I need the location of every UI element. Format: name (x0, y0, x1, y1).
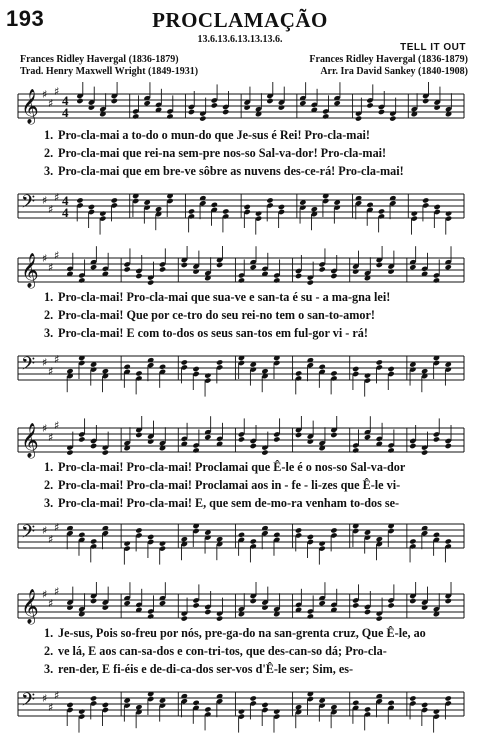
lyric-line: 1. Pro-cla-mai! Pro-cla-mai! Proclamai que Ê-le é o nos-so Sal-va-dor (44, 460, 406, 474)
note-head (102, 604, 109, 610)
note-head (295, 370, 302, 376)
bass-clef-icon: 𝄢 (21, 192, 36, 217)
note-head (147, 534, 154, 540)
sharp-icon: ♯ (48, 261, 54, 274)
treble-clef-icon: 𝄞 (21, 89, 39, 124)
lyric-line: 2. Pro-cla-mai! Que por ce-tro do seu rei-no tem o san-to-amor! (44, 308, 375, 322)
note-head (250, 538, 257, 544)
note-head (76, 98, 83, 104)
note-head (102, 449, 109, 455)
note-head (243, 104, 250, 110)
note-head (238, 708, 245, 714)
sharp-icon: ♯ (54, 249, 60, 262)
note-head (318, 266, 325, 272)
note-head (159, 364, 166, 370)
note-head (378, 109, 385, 115)
note-head (445, 210, 452, 216)
note-head (261, 702, 268, 708)
treble-clef-icon: 𝄞 (21, 589, 39, 624)
note-head (181, 359, 188, 365)
note-head (102, 702, 109, 708)
note-head (433, 104, 440, 110)
note-head (318, 600, 325, 606)
lyric-line: 3. ren-der, E fi-éis e de-di-ca-dos ser-vos d'Ê-le ser; Sim, es- (44, 662, 354, 676)
note-head (88, 104, 95, 110)
sharp-icon: ♯ (48, 431, 54, 444)
bass-staff (0, 514, 480, 572)
note-head (352, 268, 359, 274)
note-head (352, 366, 359, 372)
sharp-icon: ♯ (42, 422, 48, 435)
note-head (143, 100, 150, 106)
note-head (111, 197, 118, 203)
note-head (90, 443, 97, 449)
note-head (433, 277, 440, 283)
note-head (352, 447, 359, 453)
note-head (409, 598, 416, 604)
note-head (330, 370, 337, 376)
lyric-line: 1. Pro-cla-mai! Pro-cla-mai que sua-ve e san-ta é su - a ma-gna lei! (44, 290, 391, 304)
lyric-line: 1. Je-sus, Pois so-freu por nós, pre-ga-do na san-grenta cruz, Que Ê-le, ao (44, 626, 426, 640)
note-head (433, 436, 440, 442)
sharp-icon: ♯ (54, 191, 60, 204)
note-head (411, 210, 418, 216)
note-head (278, 104, 285, 110)
note-head (90, 264, 97, 270)
lyrics-block (44, 624, 470, 678)
note-head (90, 538, 97, 544)
note-head (222, 208, 229, 214)
note-head (222, 109, 229, 115)
note-head (123, 600, 130, 606)
note-head (352, 700, 359, 706)
note-head (311, 206, 318, 212)
music-system-3 (0, 412, 480, 576)
meter-line: 13.6.13.6.13.13.13.6. (197, 34, 283, 45)
note-head (366, 202, 373, 208)
bass-staff (0, 346, 480, 404)
note-head (387, 447, 394, 453)
note-head (307, 613, 314, 619)
sharp-icon: ♯ (54, 419, 60, 432)
composer-credit: Frances Ridley Havergal (1836-1879) (309, 54, 468, 65)
sharp-icon: ♯ (42, 356, 48, 369)
note-head (307, 438, 314, 444)
lyric-line: 2. ve lá, E aos can-sa-dos e con-tri-tos, que des-can-so dá; Pro-cla- (44, 644, 387, 658)
note-head (66, 604, 73, 610)
bass-clef-icon: 𝄢 (21, 354, 36, 379)
note-head (330, 527, 337, 533)
note-head (255, 210, 262, 216)
note-head (261, 449, 268, 455)
note-head (216, 615, 223, 621)
note-head (135, 432, 142, 438)
sharp-icon: ♯ (48, 597, 54, 610)
note-head (433, 708, 440, 714)
sharp-icon: ♯ (54, 521, 60, 534)
note-head (204, 434, 211, 440)
note-head (123, 540, 130, 546)
note-head (76, 197, 83, 203)
note-head (66, 368, 73, 374)
note-head (364, 372, 371, 378)
treble-clef-icon: 𝄞 (21, 253, 39, 288)
note-head (266, 98, 273, 104)
note-head (99, 210, 106, 216)
note-head (181, 262, 188, 268)
note-head (147, 279, 154, 285)
note-head (364, 434, 371, 440)
note-head (273, 708, 280, 714)
note-head (378, 208, 385, 214)
note-head (295, 527, 302, 533)
note-head (66, 449, 73, 455)
note-head (376, 262, 383, 268)
note-head (364, 609, 371, 615)
bass-staff (0, 184, 480, 240)
sharp-icon: ♯ (42, 194, 48, 207)
note-head (387, 366, 394, 372)
bass-staff (0, 682, 480, 740)
note-head (111, 98, 118, 104)
note-head (318, 364, 325, 370)
note-head (192, 366, 199, 372)
note-head (261, 368, 268, 374)
sharp-icon: ♯ (48, 203, 54, 216)
note-head (307, 534, 314, 540)
note-head (216, 359, 223, 365)
music-system-2 (0, 242, 480, 410)
note-head (147, 438, 154, 444)
note-head (211, 102, 218, 108)
note-head (250, 695, 257, 701)
note-head (433, 532, 440, 538)
note-head (364, 706, 371, 712)
note-head (66, 702, 73, 708)
note-head (159, 540, 166, 546)
hymn-number: 193 (6, 6, 45, 31)
sharp-icon: ♯ (42, 252, 48, 265)
note-head (445, 695, 452, 701)
note-head (204, 609, 211, 615)
note-head (159, 266, 166, 272)
treble-clef-icon: 𝄞 (21, 423, 39, 458)
sharp-icon: ♯ (54, 85, 60, 98)
note-head (376, 359, 383, 365)
note-head (295, 704, 302, 710)
note-head (243, 204, 250, 210)
note-head (295, 432, 302, 438)
note-head (299, 100, 306, 106)
note-head (295, 273, 302, 279)
note-head (409, 695, 416, 701)
lyric-line: 1. Pro-cla-mai a to-do o mun-do que Je-sus é Rei! Pro-cla-mai! (44, 128, 370, 142)
note-head (204, 372, 211, 378)
bass-clef-icon: 𝄢 (21, 522, 36, 547)
lyrics-block (44, 288, 470, 342)
time-signature-denominator: 4 (62, 105, 69, 120)
note-head (307, 279, 314, 285)
note-head (261, 604, 268, 610)
time-signature-numerator: 4 (62, 93, 69, 108)
note-head (389, 115, 396, 121)
note-head (445, 443, 452, 449)
note-head (166, 113, 173, 119)
time-signature-numerator: 4 (62, 193, 69, 208)
note-head (192, 447, 199, 453)
note-head (445, 538, 452, 544)
note-head (433, 204, 440, 210)
note-head (78, 436, 85, 442)
note-head (135, 704, 142, 710)
sharp-icon: ♯ (42, 88, 48, 101)
note-head (445, 598, 452, 604)
note-head (238, 436, 245, 442)
note-head (266, 197, 273, 203)
note-head (409, 264, 416, 270)
lyricist-credit: Frances Ridley Havergal (1836-1879) (20, 54, 179, 65)
note-head (273, 436, 280, 442)
lyric-line: 3. Pro-cla-mai! E com to-dos os seus san-tos em ful-gor vi - rá! (44, 326, 368, 340)
note-head (250, 443, 257, 449)
note-head (216, 536, 223, 542)
note-head (78, 277, 85, 283)
note-head (238, 277, 245, 283)
lyric-line: 2. Pro-cla-mai que rei-na sem-pre nos-so Sal-va-dor! Pro-cla-mai! (44, 146, 387, 160)
note-head (159, 600, 166, 606)
sharp-icon: ♯ (48, 97, 54, 110)
note-head (135, 527, 142, 533)
note-head (273, 277, 280, 283)
note-head (318, 540, 325, 546)
sharp-icon: ♯ (54, 689, 60, 702)
note-head (409, 443, 416, 449)
note-head (445, 264, 452, 270)
note-head (333, 100, 340, 106)
note-head (250, 264, 257, 270)
sharp-icon: ♯ (48, 365, 54, 378)
note-head (387, 602, 394, 608)
music-system-1 (0, 74, 480, 240)
note-head (147, 613, 154, 619)
lyric-line: 3. Pro-cla-mai! Pro-cla-mai! E, que sem de-mo-ra venham to-dos se- (44, 496, 400, 510)
note-head (102, 368, 109, 374)
note-head (387, 268, 394, 274)
note-head (204, 706, 211, 712)
sharp-icon: ♯ (42, 524, 48, 537)
note-head (273, 532, 280, 538)
note-head (322, 113, 329, 119)
note-head (199, 115, 206, 121)
note-head (376, 615, 383, 621)
note-head (181, 615, 188, 621)
sharp-icon: ♯ (42, 692, 48, 705)
bass-clef-icon: 𝄢 (21, 690, 36, 715)
sharp-icon: ♯ (48, 701, 54, 714)
lyric-line: 2. Pro-cla-mai! Pro-cla-mai! Proclamai aos in - fe - li-zes que Ê-le vi- (44, 478, 401, 492)
hymn-title: PROCLAMAÇÃO (152, 8, 328, 32)
lyrics-block (44, 458, 470, 512)
note-head (376, 536, 383, 542)
note-head (135, 370, 142, 376)
music-system-4 (0, 578, 480, 748)
note-head (352, 602, 359, 608)
note-head (366, 102, 373, 108)
note-head (90, 695, 97, 701)
translator-credit: Trad. Henry Maxwell Wright (1849-1931) (20, 66, 199, 77)
note-head (211, 202, 218, 208)
note-head (188, 208, 195, 214)
note-head (90, 598, 97, 604)
note-head (422, 197, 429, 203)
note-head (330, 273, 337, 279)
time-signature-denominator: 4 (62, 205, 69, 220)
note-head (123, 266, 130, 272)
note-head (181, 536, 188, 542)
note-head (192, 268, 199, 274)
note-head (421, 449, 428, 455)
note-head (250, 598, 257, 604)
arranger-credit: Arr. Ira David Sankey (1840-1908) (320, 66, 468, 77)
note-head (355, 115, 362, 121)
lyric-line: 3. Pro-cla-mai que em bre-ve sôbre as nuvens des-ce-rá! Pro-cla-mai! (44, 164, 404, 178)
lyrics-block (44, 126, 470, 180)
note-head (192, 602, 199, 608)
note-head (409, 538, 416, 544)
note-head (78, 708, 85, 714)
sharp-icon: ♯ (54, 353, 60, 366)
note-head (278, 204, 285, 210)
note-head (135, 273, 142, 279)
note-head (88, 204, 95, 210)
note-head (330, 432, 337, 438)
sharp-icon: ♯ (54, 585, 60, 598)
note-head (421, 604, 428, 610)
note-head (132, 113, 139, 119)
note-head (421, 702, 428, 708)
note-head (123, 364, 130, 370)
note-head (192, 700, 199, 706)
note-head (387, 700, 394, 706)
sharp-icon: ♯ (42, 588, 48, 601)
note-head (422, 98, 429, 104)
note-head (216, 262, 223, 268)
note-head (238, 532, 245, 538)
note-head (421, 368, 428, 374)
note-head (330, 704, 337, 710)
sharp-icon: ♯ (48, 533, 54, 546)
note-head (188, 109, 195, 115)
note-head (78, 532, 85, 538)
note-head (155, 206, 162, 212)
tune-name: TELL IT OUT (400, 42, 466, 53)
